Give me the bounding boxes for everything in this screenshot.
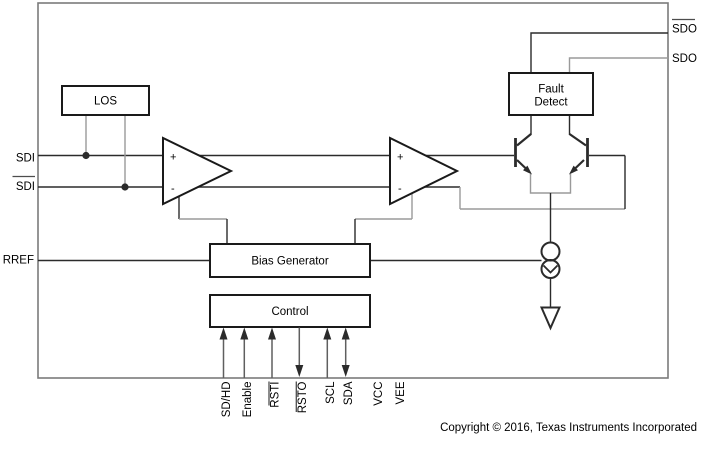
left-port-labels [3,153,35,267]
pin-label-rref: RREF [2,254,34,267]
los-block [62,86,149,115]
up-arrow-icon [323,328,331,340]
pin-label-rsto: RSTO [296,381,309,414]
pin-label-sda: SDA [343,381,356,406]
bias-generator-label: Bias Generator [251,255,329,268]
pin-label-sdi-bar: SDI [15,181,35,193]
amplifier-1 [163,138,231,204]
right-port-labels [672,20,697,66]
pin-label-enable: Enable [241,381,254,418]
los-label: LOS [93,95,118,108]
bias-generator-block [210,244,370,277]
up-arrow-icon [268,328,276,340]
up-arrow-icon [342,328,350,340]
amp2-plus-label: + [397,151,404,164]
junction-dot [82,152,89,159]
pin-label-sdo-bar: SDO [672,23,697,36]
fault-detect-label-1: Fault [538,83,564,96]
pin-label-vee: VEE [395,381,407,405]
down-arrow-icon [342,365,350,377]
control-block [210,295,370,327]
amplifier-2 [390,138,457,204]
control-label: Control [271,306,309,318]
junction-dot [121,183,128,190]
transistor-collector [570,134,587,146]
down-arrow-icon [295,365,303,377]
npn-transistor-right [569,134,588,175]
current-arrow-icon [544,266,558,273]
bottom-pin-labels [221,381,407,417]
amp2-minus-label: - [398,183,402,195]
wire-sdo [570,58,669,73]
up-arrow-icon [220,328,228,340]
wire-emitter-bracket [531,174,571,193]
npn-transistor-left [516,134,533,175]
current-source-icon [542,243,560,279]
fault-detect-block [509,73,593,115]
signal-wires [38,33,668,261]
pin-label-vcc: VCC [373,381,385,406]
pin-label-sdhd: SD/HD [221,381,233,418]
bottom-pin-arrows [220,328,350,379]
amp1-minus-label: - [171,183,175,195]
pin-label-rsti: RSTI [269,381,282,408]
transistor-collector [517,134,531,146]
up-arrow-icon [240,328,248,340]
amp1-plus-label: + [170,151,177,164]
fault-detect-label-2: Detect [534,96,568,109]
wire-sdo-bar [531,33,668,73]
pin-label-scl: SCL [324,381,337,404]
pin-label-sdi: SDI [15,152,35,165]
pin-label-sdo: SDO [672,53,697,65]
copyright-text: Copyright © 2016, Texas Instruments Incorporated [440,422,697,434]
ground-icon [542,308,560,329]
